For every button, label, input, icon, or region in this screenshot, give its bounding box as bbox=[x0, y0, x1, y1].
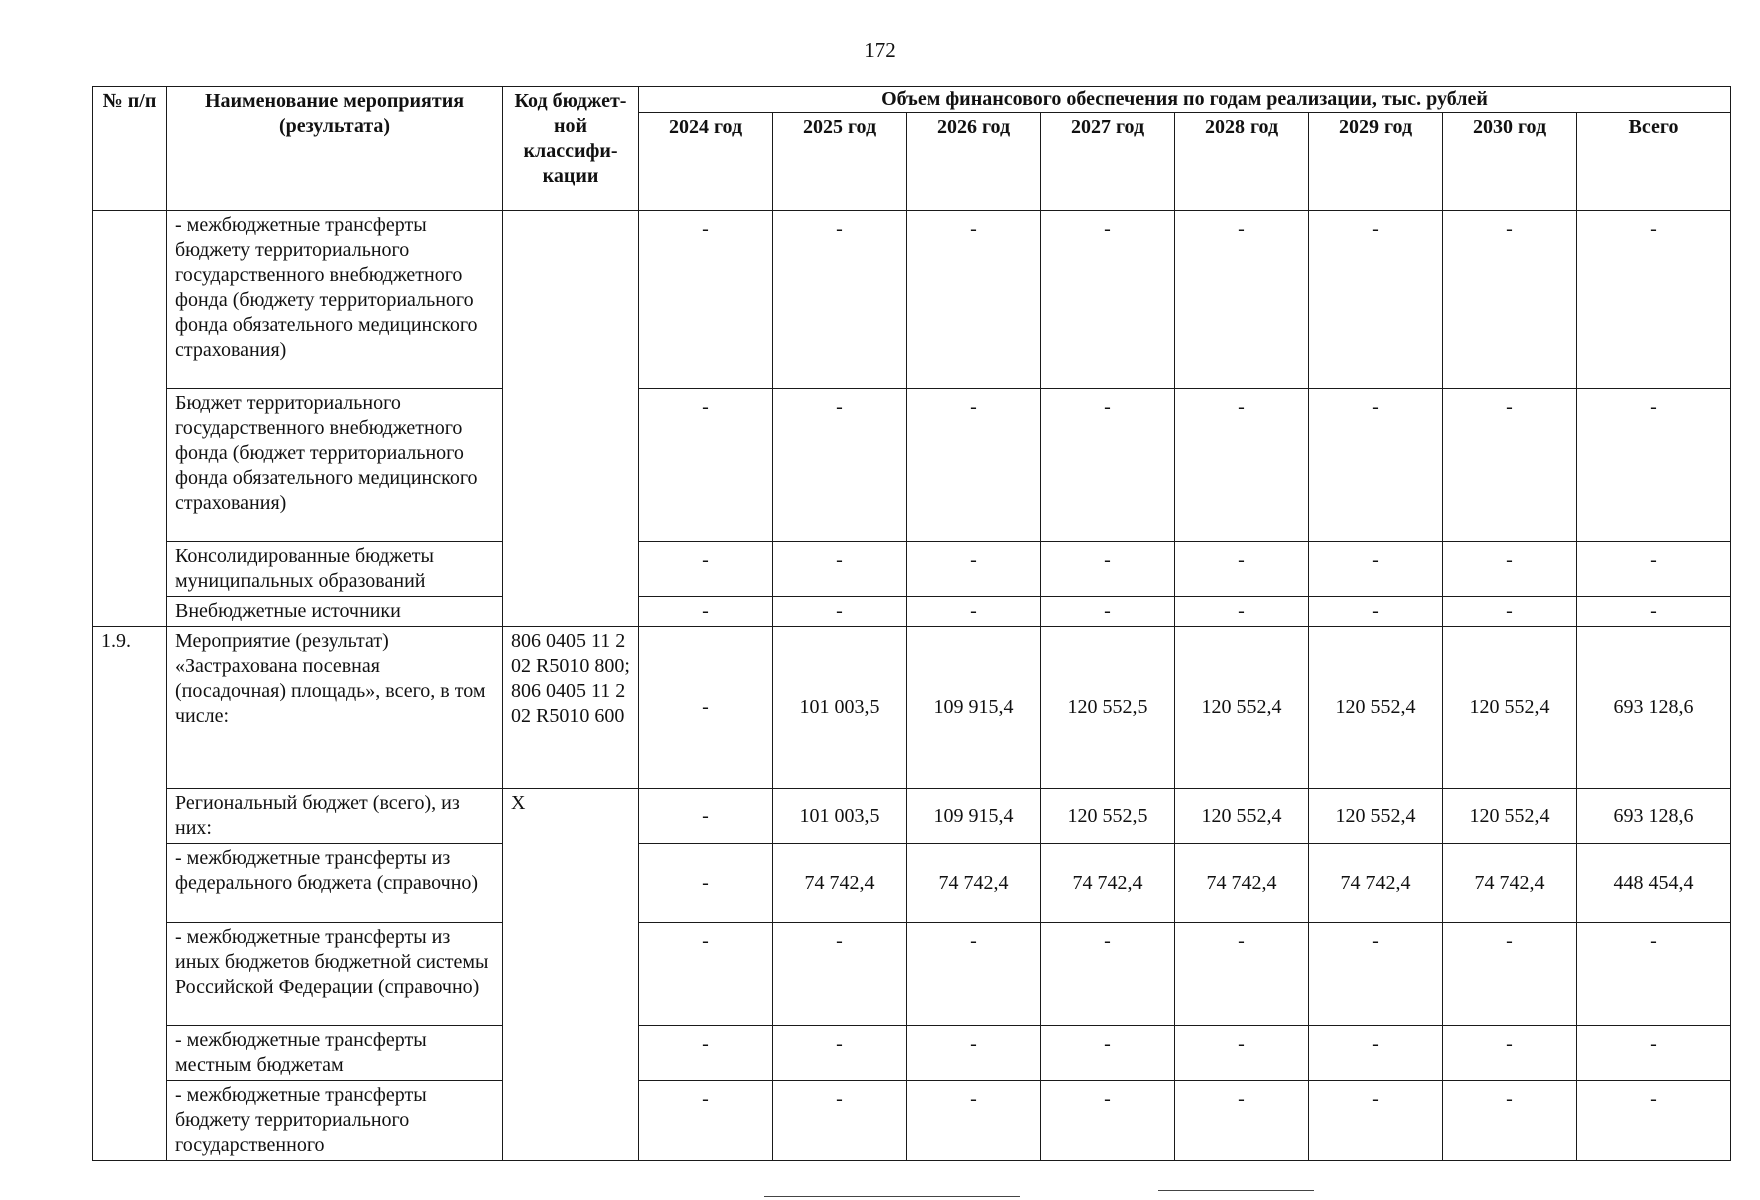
value-2027: 120 552,5 bbox=[1041, 789, 1175, 844]
value-total: 693 128,6 bbox=[1577, 789, 1731, 844]
value-total: - bbox=[1577, 211, 1731, 389]
value-total: - bbox=[1577, 597, 1731, 627]
value-2030: - bbox=[1443, 1081, 1577, 1161]
value-2024: - bbox=[639, 627, 773, 789]
value-2024: - bbox=[639, 542, 773, 597]
header-year-2030: 2030 год bbox=[1443, 113, 1577, 211]
value-2026: - bbox=[907, 542, 1041, 597]
table-row bbox=[93, 789, 1731, 844]
page-number: 172 bbox=[864, 38, 896, 62]
header-year-2025: 2025 год bbox=[773, 113, 907, 211]
header-year-2028: 2028 год bbox=[1175, 113, 1309, 211]
row-name: Региональный бюджет (всего), из них: bbox=[167, 789, 503, 844]
header-total: Всего bbox=[1577, 113, 1731, 211]
value-2026: 74 742,4 bbox=[907, 844, 1041, 923]
value-2026: - bbox=[907, 389, 1041, 542]
header-num: № п/п bbox=[93, 87, 167, 211]
header-year-2026: 2026 год bbox=[907, 113, 1041, 211]
value-2029: - bbox=[1309, 1081, 1443, 1161]
row-name: Внебюджетные источники bbox=[167, 597, 503, 627]
table-row bbox=[93, 542, 1731, 597]
value-2027: 120 552,5 bbox=[1041, 627, 1175, 789]
value-2026: - bbox=[907, 597, 1041, 627]
value-2028: - bbox=[1175, 923, 1309, 1026]
row-name: - межбюджетные трансферты из федерального бюджета (справочно) bbox=[167, 844, 503, 923]
row-name: - межбюджетные трансферты бюджету территориального государственного внебюджетного фонда (бюджету территориального фонда обязательного медицинского страхования) bbox=[167, 211, 503, 389]
value-2028: - bbox=[1175, 1026, 1309, 1081]
value-2028: - bbox=[1175, 211, 1309, 389]
value-2030: - bbox=[1443, 542, 1577, 597]
row-name: Бюджет территориального государственного внебюджетного фонда (бюджет территориального фонда обязательного медицинского страхования) bbox=[167, 389, 503, 542]
footer-rule-right bbox=[1158, 1190, 1314, 1191]
header-name: Наименование мероприятия (результата) bbox=[167, 87, 503, 211]
table-row bbox=[93, 211, 1731, 389]
value-2028: - bbox=[1175, 389, 1309, 542]
header-year-2027: 2027 год bbox=[1041, 113, 1175, 211]
value-2030: 120 552,4 bbox=[1443, 627, 1577, 789]
row-name: Консолидированные бюджеты муниципальных образований bbox=[167, 542, 503, 597]
row-name: - межбюджетные трансферты местным бюджетам bbox=[167, 1026, 503, 1081]
value-2025: - bbox=[773, 923, 907, 1026]
value-2027: - bbox=[1041, 923, 1175, 1026]
value-2030: - bbox=[1443, 923, 1577, 1026]
value-2029: - bbox=[1309, 597, 1443, 627]
header-year-2024: 2024 год bbox=[639, 113, 773, 211]
value-2026: - bbox=[907, 923, 1041, 1026]
value-total: - bbox=[1577, 1026, 1731, 1081]
value-total: - bbox=[1577, 542, 1731, 597]
value-2025: - bbox=[773, 1081, 907, 1161]
value-2029: - bbox=[1309, 923, 1443, 1026]
value-2029: - bbox=[1309, 1026, 1443, 1081]
value-total: - bbox=[1577, 923, 1731, 1026]
value-2027: - bbox=[1041, 389, 1175, 542]
value-2029: 120 552,4 bbox=[1309, 627, 1443, 789]
value-2027: - bbox=[1041, 542, 1175, 597]
value-2028: - bbox=[1175, 1081, 1309, 1161]
table-row bbox=[93, 844, 1731, 923]
table-row bbox=[93, 389, 1731, 542]
row-code: X bbox=[503, 789, 639, 1161]
value-2026: - bbox=[907, 1026, 1041, 1081]
value-2029: 120 552,4 bbox=[1309, 789, 1443, 844]
value-total: - bbox=[1577, 1081, 1731, 1161]
value-2030: - bbox=[1443, 597, 1577, 627]
value-2030: 74 742,4 bbox=[1443, 844, 1577, 923]
value-2024: - bbox=[639, 789, 773, 844]
value-2027: 74 742,4 bbox=[1041, 844, 1175, 923]
value-2028: 120 552,4 bbox=[1175, 627, 1309, 789]
value-2024: - bbox=[639, 923, 773, 1026]
row-number bbox=[93, 211, 167, 627]
value-2024: - bbox=[639, 211, 773, 389]
footer-rule-left bbox=[764, 1196, 1020, 1197]
table-row bbox=[93, 627, 1731, 789]
value-total: 448 454,4 bbox=[1577, 844, 1731, 923]
value-2024: - bbox=[639, 389, 773, 542]
row-number: 1.9. bbox=[93, 627, 167, 1161]
table-row bbox=[93, 1026, 1731, 1081]
row-name: Мероприятие (результат) «Застрахована посевная (посадочная) площадь», всего, в том числе: bbox=[167, 627, 503, 789]
value-2026: 109 915,4 bbox=[907, 789, 1041, 844]
row-name: - межбюджетные трансферты из иных бюджетов бюджетной системы Российской Федерации (справочно) bbox=[167, 923, 503, 1026]
value-2026: - bbox=[907, 211, 1041, 389]
table-row bbox=[93, 1081, 1731, 1161]
value-2030: - bbox=[1443, 389, 1577, 542]
value-2026: - bbox=[907, 1081, 1041, 1161]
value-2025: - bbox=[773, 542, 907, 597]
value-2028: - bbox=[1175, 542, 1309, 597]
value-2027: - bbox=[1041, 211, 1175, 389]
header-code: Код бюджет-ной классифи-кации bbox=[503, 87, 639, 211]
value-2025: - bbox=[773, 1026, 907, 1081]
header-volume: Объем финансового обеспечения по годам реализации, тыс. рублей bbox=[639, 87, 1731, 113]
value-total: 693 128,6 bbox=[1577, 627, 1731, 789]
value-2025: 101 003,5 bbox=[773, 627, 907, 789]
value-2024: - bbox=[639, 597, 773, 627]
row-code bbox=[503, 211, 639, 627]
value-2025: 74 742,4 bbox=[773, 844, 907, 923]
header-year-2029: 2029 год bbox=[1309, 113, 1443, 211]
value-2026: 109 915,4 bbox=[907, 627, 1041, 789]
value-2029: - bbox=[1309, 389, 1443, 542]
table-row bbox=[93, 923, 1731, 1026]
value-2029: - bbox=[1309, 542, 1443, 597]
value-2025: - bbox=[773, 597, 907, 627]
value-2024: - bbox=[639, 844, 773, 923]
value-2028: 74 742,4 bbox=[1175, 844, 1309, 923]
value-2024: - bbox=[639, 1081, 773, 1161]
value-2025: 101 003,5 bbox=[773, 789, 907, 844]
value-2028: 120 552,4 bbox=[1175, 789, 1309, 844]
value-2030: 120 552,4 bbox=[1443, 789, 1577, 844]
value-2030: - bbox=[1443, 1026, 1577, 1081]
value-total: - bbox=[1577, 389, 1731, 542]
value-2027: - bbox=[1041, 597, 1175, 627]
value-2025: - bbox=[773, 389, 907, 542]
value-2024: - bbox=[639, 1026, 773, 1081]
row-name: - межбюджетные трансферты бюджету территориального государственного bbox=[167, 1081, 503, 1161]
value-2029: 74 742,4 bbox=[1309, 844, 1443, 923]
table-row bbox=[93, 597, 1731, 627]
value-2028: - bbox=[1175, 597, 1309, 627]
value-2029: - bbox=[1309, 211, 1443, 389]
financing-table bbox=[92, 86, 1731, 1161]
value-2027: - bbox=[1041, 1081, 1175, 1161]
value-2025: - bbox=[773, 211, 907, 389]
row-code: 806 0405 11 2 02 R5010 800; 806 0405 11 2 02 R5010 600 bbox=[503, 627, 639, 789]
value-2027: - bbox=[1041, 1026, 1175, 1081]
value-2030: - bbox=[1443, 211, 1577, 389]
